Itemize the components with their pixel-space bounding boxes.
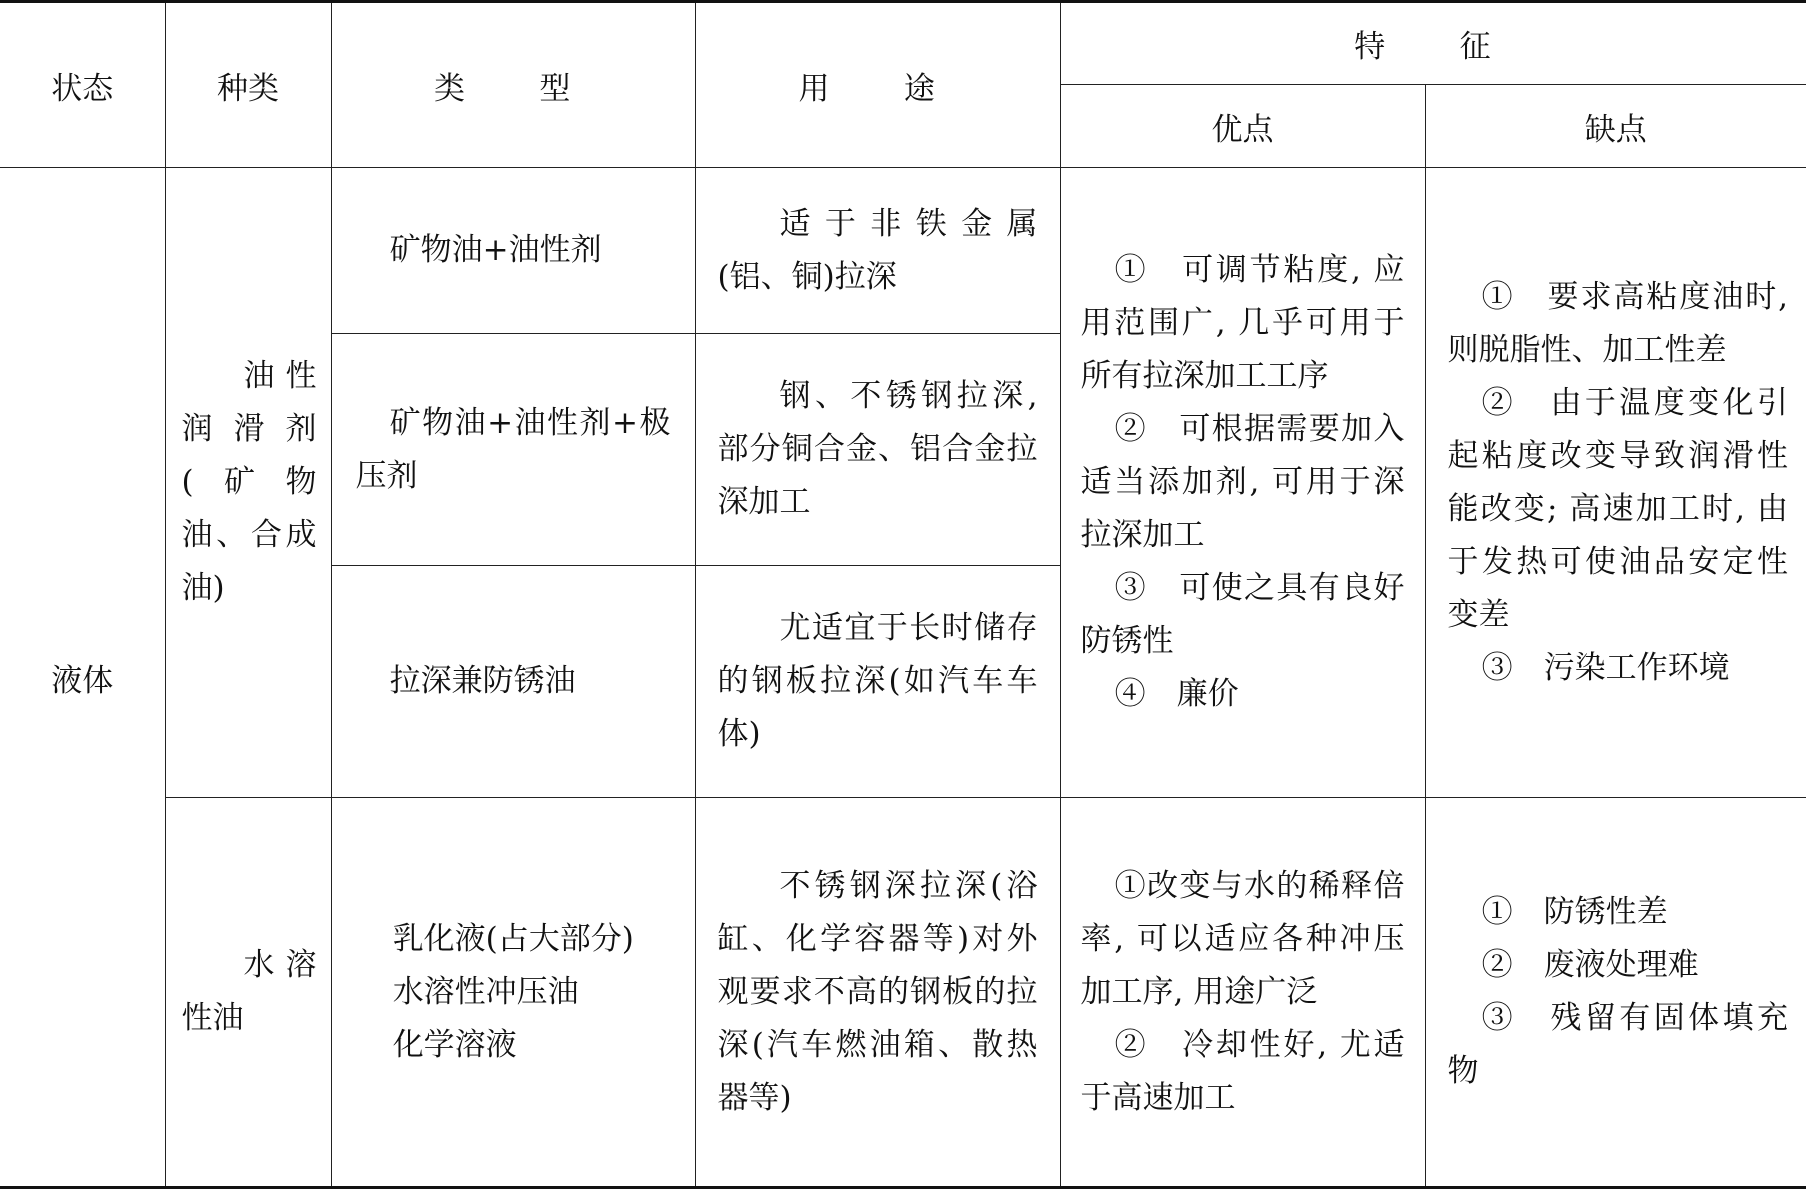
type-list [332, 913, 695, 1072]
type-label: 矿物油+油性剂 [389, 232, 602, 268]
advantage-item: ③ 可使之具有良好防锈性 [1080, 570, 1405, 659]
type-label: 水溶性冲压油 [392, 973, 579, 1010]
use-text: 钢、不锈钢拉深, 部分铜合金、铝合金拉深加工 [717, 378, 1038, 520]
advantages-cell-water [1060, 798, 1425, 1188]
header-state: 状态 [0, 2, 165, 168]
type-label: 矿物油+油性剂+极压剂 [355, 404, 671, 494]
state-cell: 液体 [0, 168, 165, 1188]
disadvantage-item: ② 由于温度变化引起粘度改变导致润滑性能改变; 高速加工时, 由于发热可使油品安定性变差 [1447, 384, 1789, 633]
disadvantages-list [1426, 886, 1806, 1098]
type-cell-water [331, 798, 695, 1188]
kind-label: 油性润滑剂(矿物油、合成油) [181, 358, 317, 606]
disadvantage-item: ③ 污染工作环境 [1481, 649, 1730, 686]
kind-cell-oil [165, 168, 331, 798]
advantage-item: ①改变与水的稀释倍率, 可以适应各种冲压加工序, 用途广泛 [1080, 867, 1405, 1010]
advantage-item: ② 可根据需要加入适当添加剂, 可用于深拉深加工 [1080, 411, 1405, 553]
header-use: 用 途 [695, 2, 1060, 168]
use-cell-water [695, 798, 1060, 1188]
use-cell [695, 566, 1060, 798]
disadvantage-item: ③ 残留有固体填充物 [1447, 1000, 1789, 1089]
type-label: 乳化液(占大部分) [392, 920, 634, 957]
type-label: 化学溶液 [392, 1026, 517, 1063]
type-label: 拉深兼防锈油 [389, 663, 576, 699]
use-text: 适于非铁金属(铝、铜)拉深 [717, 205, 1038, 295]
advantages-cell-oil [1060, 168, 1425, 798]
kind-cell-water [165, 798, 331, 1188]
use-text: 尤适宜于长时储存的钢板拉深(如汽车车体) [717, 610, 1038, 752]
type-cell [331, 566, 695, 798]
header-kind: 种类 [165, 2, 331, 168]
type-cell [331, 334, 695, 566]
disadvantages-list [1426, 271, 1806, 695]
disadvantages-cell-water [1425, 798, 1806, 1188]
use-cell [695, 334, 1060, 566]
advantage-item: ② 冷却性好, 尤适于高速加工 [1080, 1026, 1405, 1116]
use-text: 不锈钢深拉深(浴缸、化学容器等)对外观要求不高的钢板的拉深(汽车燃油箱、散热器等) [717, 867, 1038, 1116]
disadvantages-cell-oil [1425, 168, 1806, 798]
header-advantages: 优点 [1060, 85, 1425, 168]
disadvantage-item: ② 废液处理难 [1481, 947, 1699, 983]
kind-label: 水溶性油 [181, 947, 317, 1036]
advantage-item: ① 可调节粘度, 应用范围广, 几乎可用于所有拉深加工工序 [1080, 252, 1405, 394]
advantages-list [1061, 244, 1425, 721]
advantages-list [1061, 860, 1425, 1125]
header-disadvantages: 缺点 [1425, 85, 1806, 168]
type-cell [331, 168, 695, 334]
header-features: 特 征 [1060, 2, 1806, 85]
header-type: 类 型 [331, 2, 695, 168]
disadvantage-item: ① 要求高粘度油时, 则脱脂性、加工性差 [1447, 278, 1789, 368]
use-cell [695, 168, 1060, 334]
advantage-item: ④ 廉价 [1114, 676, 1239, 712]
disadvantage-item: ① 防锈性差 [1481, 894, 1668, 930]
